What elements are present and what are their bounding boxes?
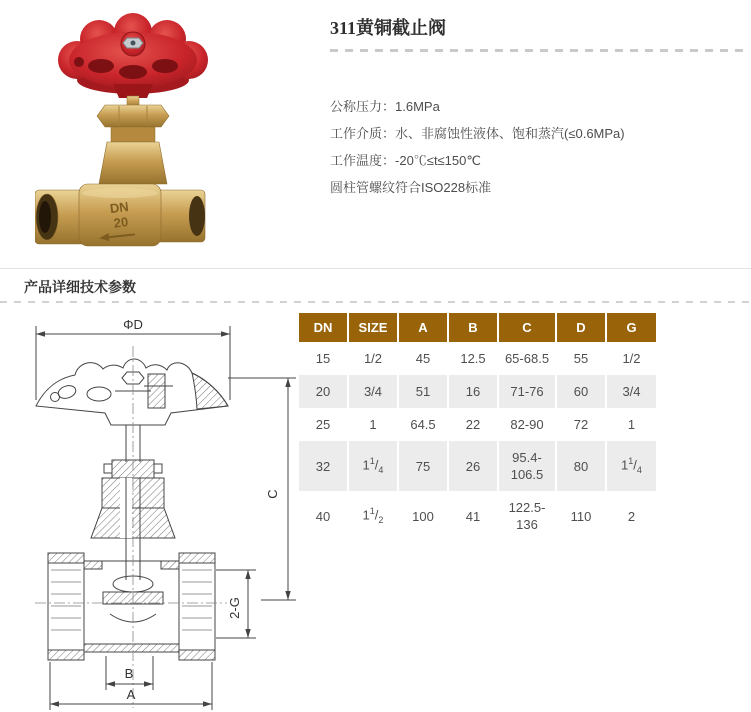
table-cell: $1^1/_4$ bbox=[349, 441, 397, 491]
table-cell: 110 bbox=[570, 508, 592, 524]
col-header-c: C bbox=[499, 313, 555, 342]
spec-label: 圆柱管螺纹符合ISO228标准 bbox=[330, 180, 492, 195]
table-cell: 41 bbox=[465, 508, 481, 524]
col-header-b: B bbox=[449, 313, 497, 342]
table-cell: 1/2 bbox=[363, 351, 383, 366]
spec-line-medium bbox=[330, 120, 747, 147]
svg-text:20: 20 bbox=[112, 214, 129, 231]
table-cell: 1 bbox=[627, 417, 636, 432]
svg-text:DN: DN bbox=[108, 198, 130, 217]
table-cell: 100 bbox=[412, 508, 434, 524]
table-cell: 122.5-136 bbox=[508, 500, 546, 532]
table-cell: 64.5 bbox=[410, 417, 436, 432]
table-row bbox=[299, 408, 656, 441]
dimension-c bbox=[228, 378, 296, 600]
spec-label: 工作温度： bbox=[330, 153, 396, 168]
dim-label-b: B bbox=[124, 666, 134, 681]
spec-line-thread bbox=[330, 174, 747, 201]
table-cell: 1/2 bbox=[622, 351, 641, 366]
table-cell: 95.4-106.5 bbox=[499, 441, 555, 491]
table-cell: 3/4 bbox=[349, 375, 397, 408]
table-cell: 71-76 bbox=[499, 375, 555, 408]
table-cell: 12.5 bbox=[460, 351, 486, 366]
table-cell: 32 bbox=[299, 441, 347, 491]
table-cell: 65-68.5 bbox=[504, 351, 550, 366]
table-cell: $1^1/_4$ bbox=[607, 441, 656, 491]
spec-list bbox=[330, 93, 747, 201]
page-title: 311黄铜截止阀 bbox=[330, 18, 447, 38]
table-cell: 22 bbox=[465, 417, 481, 432]
product-photo bbox=[35, 12, 265, 252]
col-header-dn: DN bbox=[299, 313, 347, 342]
table-row bbox=[299, 342, 656, 375]
col-header-a: A bbox=[399, 313, 447, 342]
dim-label-a: A bbox=[126, 687, 136, 702]
table-cell: 1 bbox=[369, 417, 377, 432]
section-title: 产品详细技术参数 bbox=[24, 279, 136, 295]
valve-stem-photo bbox=[97, 96, 169, 184]
table-cell: 45 bbox=[415, 351, 431, 366]
handwheel-section bbox=[36, 359, 228, 425]
section-title-divider bbox=[0, 301, 751, 303]
table-cell: 75 bbox=[399, 441, 447, 491]
spec-value: 1.6MPa bbox=[395, 99, 440, 114]
dim-label-2g: 2-G bbox=[227, 597, 242, 619]
table-cell: 82-90 bbox=[510, 417, 544, 432]
spec-label: 工作介质： bbox=[330, 126, 396, 141]
table-cell: $1^1/_2$ bbox=[362, 506, 384, 525]
table-cell: 55 bbox=[573, 351, 589, 366]
table-row bbox=[299, 441, 656, 491]
spec-value: 水、非腐蚀性液体、饱和蒸汽(≤0.6MPa) bbox=[395, 126, 625, 141]
section-divider bbox=[0, 268, 751, 269]
spec-line-temperature bbox=[330, 147, 747, 174]
table-cell: 16 bbox=[449, 375, 497, 408]
spec-line-pressure bbox=[330, 93, 747, 120]
table-cell: 80 bbox=[557, 441, 605, 491]
table-row bbox=[299, 491, 656, 541]
dim-label-d: ΦD bbox=[123, 317, 143, 332]
handwheel-icon bbox=[58, 13, 208, 98]
col-header-g: G bbox=[607, 313, 656, 342]
table-cell: 72 bbox=[573, 417, 589, 432]
table-cell: 40 bbox=[315, 508, 331, 524]
technical-drawing bbox=[15, 312, 305, 712]
col-header-d: D bbox=[557, 313, 605, 342]
spec-table bbox=[297, 313, 658, 541]
dim-label-c: C bbox=[265, 489, 280, 499]
table-cell: 25 bbox=[315, 417, 331, 432]
spec-value: -20℃≤t≤150℃ bbox=[395, 153, 481, 168]
title-divider bbox=[330, 49, 747, 52]
spec-label: 公称压力： bbox=[330, 99, 396, 114]
body-section bbox=[48, 553, 215, 660]
table-row bbox=[299, 375, 656, 408]
product-info bbox=[330, 16, 747, 201]
table-cell: 15 bbox=[315, 351, 331, 366]
table-cell: 3/4 bbox=[607, 375, 656, 408]
table-cell: 26 bbox=[449, 441, 497, 491]
table-cell: 51 bbox=[399, 375, 447, 408]
valve-photo-illustration bbox=[35, 12, 265, 252]
col-header-size: SIZE bbox=[349, 313, 397, 342]
valve-body-photo bbox=[35, 184, 205, 246]
table-header-row bbox=[299, 313, 656, 342]
table-cell: 2 bbox=[627, 508, 636, 524]
table-cell: 20 bbox=[299, 375, 347, 408]
table-cell: 60 bbox=[557, 375, 605, 408]
